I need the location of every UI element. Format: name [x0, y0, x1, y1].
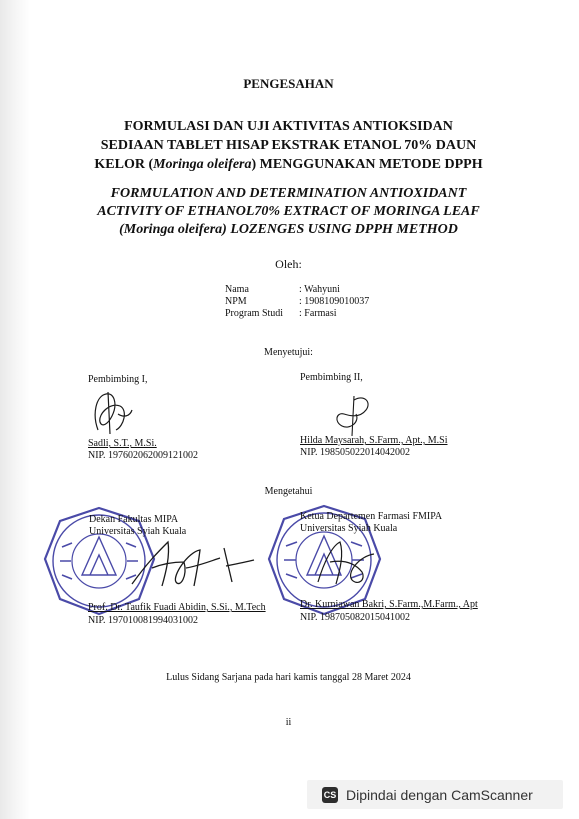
title-id-line-3-b: ) MENGGUNAKAN METODE DPPH	[251, 157, 483, 172]
defense-note: Lulus Sidang Sarjana pada hari kamis tanggal 28 Maret 2024	[166, 672, 411, 683]
supervisor1-signature	[88, 384, 138, 438]
supervisor2-nip: NIP. 198505022014042002	[300, 447, 411, 458]
camscanner-badge	[307, 780, 563, 809]
student-npm-value: : 1908109010037	[299, 296, 370, 307]
title-en-line-3: (Moringa oleifera) LOZENGES USING DPPH METHOD	[119, 222, 458, 237]
approval-heading: PENGESAHAN	[243, 76, 334, 91]
dean-signature	[128, 532, 258, 592]
approve-label: Menyetujui:	[264, 347, 313, 358]
title-id-line-1: FORMULASI DAN UJI AKTIVITAS ANTIOKSIDAN	[124, 119, 453, 134]
head-name: Dr. Kurniawan Bakri, S.Farm.,M.Farm., Apt	[300, 599, 478, 610]
dean-role-line-2: Universitas Syiah Kuala	[89, 526, 187, 537]
title-en-line-2: ACTIVITY OF ETHANOL70% EXTRACT OF MORINGA LEAF	[97, 204, 480, 219]
head-role-line-1: Ketua Departemen Farmasi FMIPA	[300, 511, 443, 522]
title-english	[30, 185, 547, 239]
head-signature	[310, 532, 390, 592]
page-edge-shadow	[0, 0, 30, 819]
supervisor2-name: Hilda Maysarah, S.Farm., Apt., M.Si	[300, 435, 448, 446]
camscanner-text: Dipindai dengan CamScanner	[346, 786, 533, 803]
camscanner-logo-icon: CS	[322, 787, 338, 803]
student-prodi-label: Program Studi	[225, 308, 284, 319]
by-label: Oleh:	[275, 257, 302, 271]
dean-role-line-1: Dekan Fakultas MIPA	[89, 514, 179, 525]
dean-name: Prof. Dr. Taufik Fuadi Abidin, S.Si., M.Tech	[88, 602, 266, 613]
student-prodi-value: : Farmasi	[299, 308, 337, 319]
supervisor2-role: Pembimbing II,	[300, 372, 363, 383]
head-role-line-2: Universitas Syiah Kuala	[300, 523, 398, 534]
know-label: Mengetahui	[264, 486, 313, 497]
title-id-line-2: SEDIAAN TABLET HISAP EKSTRAK ETANOL 70% DAUN	[100, 138, 477, 153]
title-id-species: Moringa oleifera	[153, 157, 252, 172]
page-number: ii	[285, 717, 292, 728]
supervisor1-role: Pembimbing I,	[88, 374, 148, 385]
student-npm-label: NPM	[225, 296, 247, 307]
student-name-value: : Wahyuni	[299, 284, 340, 295]
supervisor1-nip: NIP. 197602062009121002	[88, 450, 199, 461]
title-en-line-1: FORMULATION AND DETERMINATION ANTIOXIDANT	[110, 186, 467, 201]
head-nip: NIP. 198705082015041002	[300, 612, 411, 623]
supervisor1-name: Sadli, S.T., M.Si.	[88, 438, 157, 449]
title-indonesian	[30, 117, 547, 174]
student-name-label: Nama	[225, 284, 249, 295]
title-id-line-3-a: KELOR (	[94, 157, 154, 172]
title-id-line-3	[30, 155, 547, 174]
dean-nip: NIP. 197010081994031002	[88, 615, 199, 626]
supervisor2-signature	[330, 392, 378, 440]
